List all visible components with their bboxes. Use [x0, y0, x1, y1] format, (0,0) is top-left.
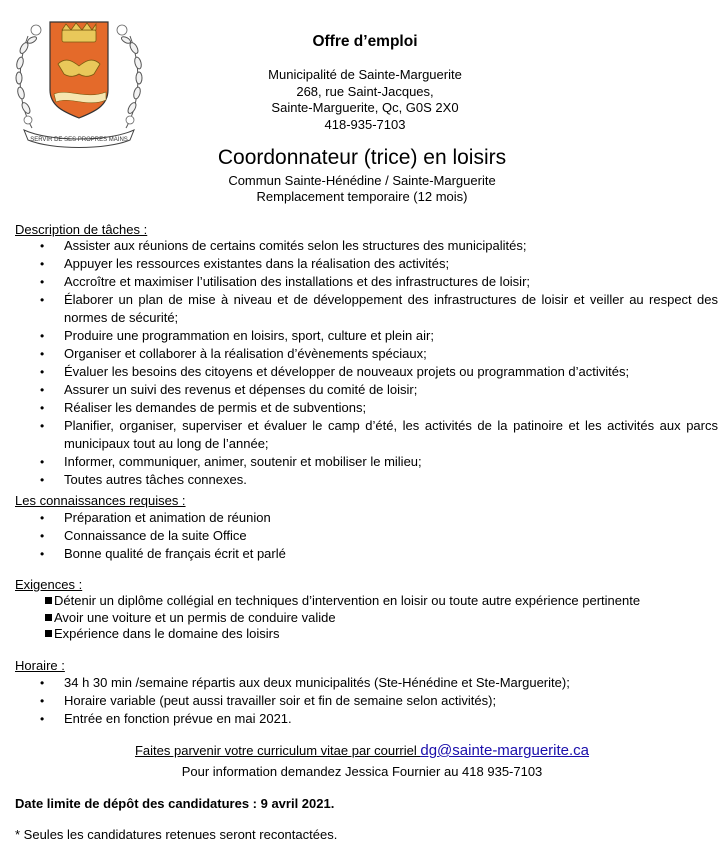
email-link[interactable]: dg@sainte-marguerite.ca	[420, 742, 590, 759]
schedule-section-title: Horaire :	[15, 658, 65, 673]
knowledge-section-title: Les connaissances requises :	[15, 493, 186, 508]
list-item: • Assurer un suivi des revenus et dépenses du comité de loisir;	[40, 381, 718, 399]
schedule-list	[40, 674, 718, 728]
job-subtitle-line-2: Remplacement temporaire (12 mois)	[256, 189, 468, 204]
list-item: • Préparation et animation de réunion	[40, 509, 718, 527]
info-contact: Pour information demandez Jessica Fournier au 418 935-7103	[181, 764, 543, 779]
list-item: • Entrée en fonction prévue en mai 2021.	[40, 710, 718, 728]
application-deadline: Date limite de dépôt des candidatures : 9 avril 2021.	[15, 796, 335, 811]
description-section-title: Description de tâches :	[15, 222, 148, 237]
address-line-1: 268, rue Saint-Jacques,	[296, 83, 434, 99]
list-item: • Organiser et collaborer à la réalisation d’évènements spéciaux;	[40, 345, 718, 363]
cv-instructions	[0, 742, 724, 759]
list-item: • Horaire variable (peut aussi travailler soir et fin de semaine selon activités);	[40, 692, 718, 710]
description-list	[40, 237, 718, 489]
square-bullet-icon	[45, 597, 52, 604]
requirements-list	[45, 593, 715, 643]
address-line-2: Sainte-Marguerite, Qc, G0S 2X0	[271, 100, 459, 115]
offer-title: Offre d’emploi	[312, 33, 418, 50]
org-phone: 418-935-7103	[324, 116, 406, 132]
square-bullet-icon	[45, 630, 52, 637]
list-item: • Réaliser les demandes de permis et de subventions;	[40, 399, 718, 417]
list-item: • Produire une programmation en loisirs, sport, culture et plein air;	[40, 327, 718, 345]
footnote: * Seules les candidatures retenues seront recontactées.	[15, 827, 338, 842]
job-title: Coordonnateur (trice) en loisirs	[217, 146, 507, 169]
list-item: • Évaluer les besoins des citoyens et développer de nouveaux projets ou programmation d’activités;	[40, 363, 718, 381]
organization-address	[200, 67, 530, 133]
list-item: • 34 h 30 min /semaine répartis aux deux municipalités (Ste-Hénédine et Ste-Marguerite);	[40, 674, 718, 692]
list-item: Expérience dans le domaine des loisirs	[45, 626, 715, 643]
list-item: • Appuyer les ressources existantes dans la réalisation des activités;	[40, 255, 718, 273]
square-bullet-icon	[45, 614, 52, 621]
coat-of-arms-motto: SERVIR DE SES PROPRES MAINS	[30, 137, 128, 143]
requirements-section-title: Exigences :	[15, 577, 83, 592]
org-name: Municipalité de Sainte-Marguerite	[268, 67, 462, 82]
list-item: • Toutes autres tâches connexes.	[40, 471, 718, 489]
list-item: Détenir un diplôme collégial en techniques d’intervention en loisir ou toute autre expérience pertinente	[45, 593, 715, 610]
municipal-coat-of-arms-icon	[10, 8, 148, 148]
list-item: • Élaborer un plan de mise à niveau et de développement des infrastructures de loisir et veiller au respect des normes de sécurité;	[40, 291, 718, 327]
list-item: Avoir une voiture et un permis de conduire valide	[45, 610, 715, 627]
knowledge-list	[40, 509, 718, 563]
list-item: • Planifier, organiser, superviser et évaluer le camp d’été, les activités de la patinoire et les activités aux parcs municipaux tout au long de l’année;	[40, 417, 718, 453]
cv-instructions-text: Faites parvenir votre curriculum vitae par courriel	[134, 743, 421, 758]
list-item: • Informer, communiquer, animer, soutenir et mobiliser le milieu;	[40, 453, 718, 471]
job-subtitle-line-1: Commun Sainte-Hénédine / Sainte-Marguerite	[228, 173, 496, 188]
job-subtitle	[0, 173, 724, 205]
list-item: • Connaissance de la suite Office	[40, 527, 718, 545]
list-item: • Bonne qualité de français écrit et parlé	[40, 545, 718, 563]
list-item: • Assister aux réunions de certains comités selon les structures des municipalités;	[40, 237, 718, 255]
list-item: • Accroître et maximiser l’utilisation des installations et des infrastructures de loisir;	[40, 273, 718, 291]
